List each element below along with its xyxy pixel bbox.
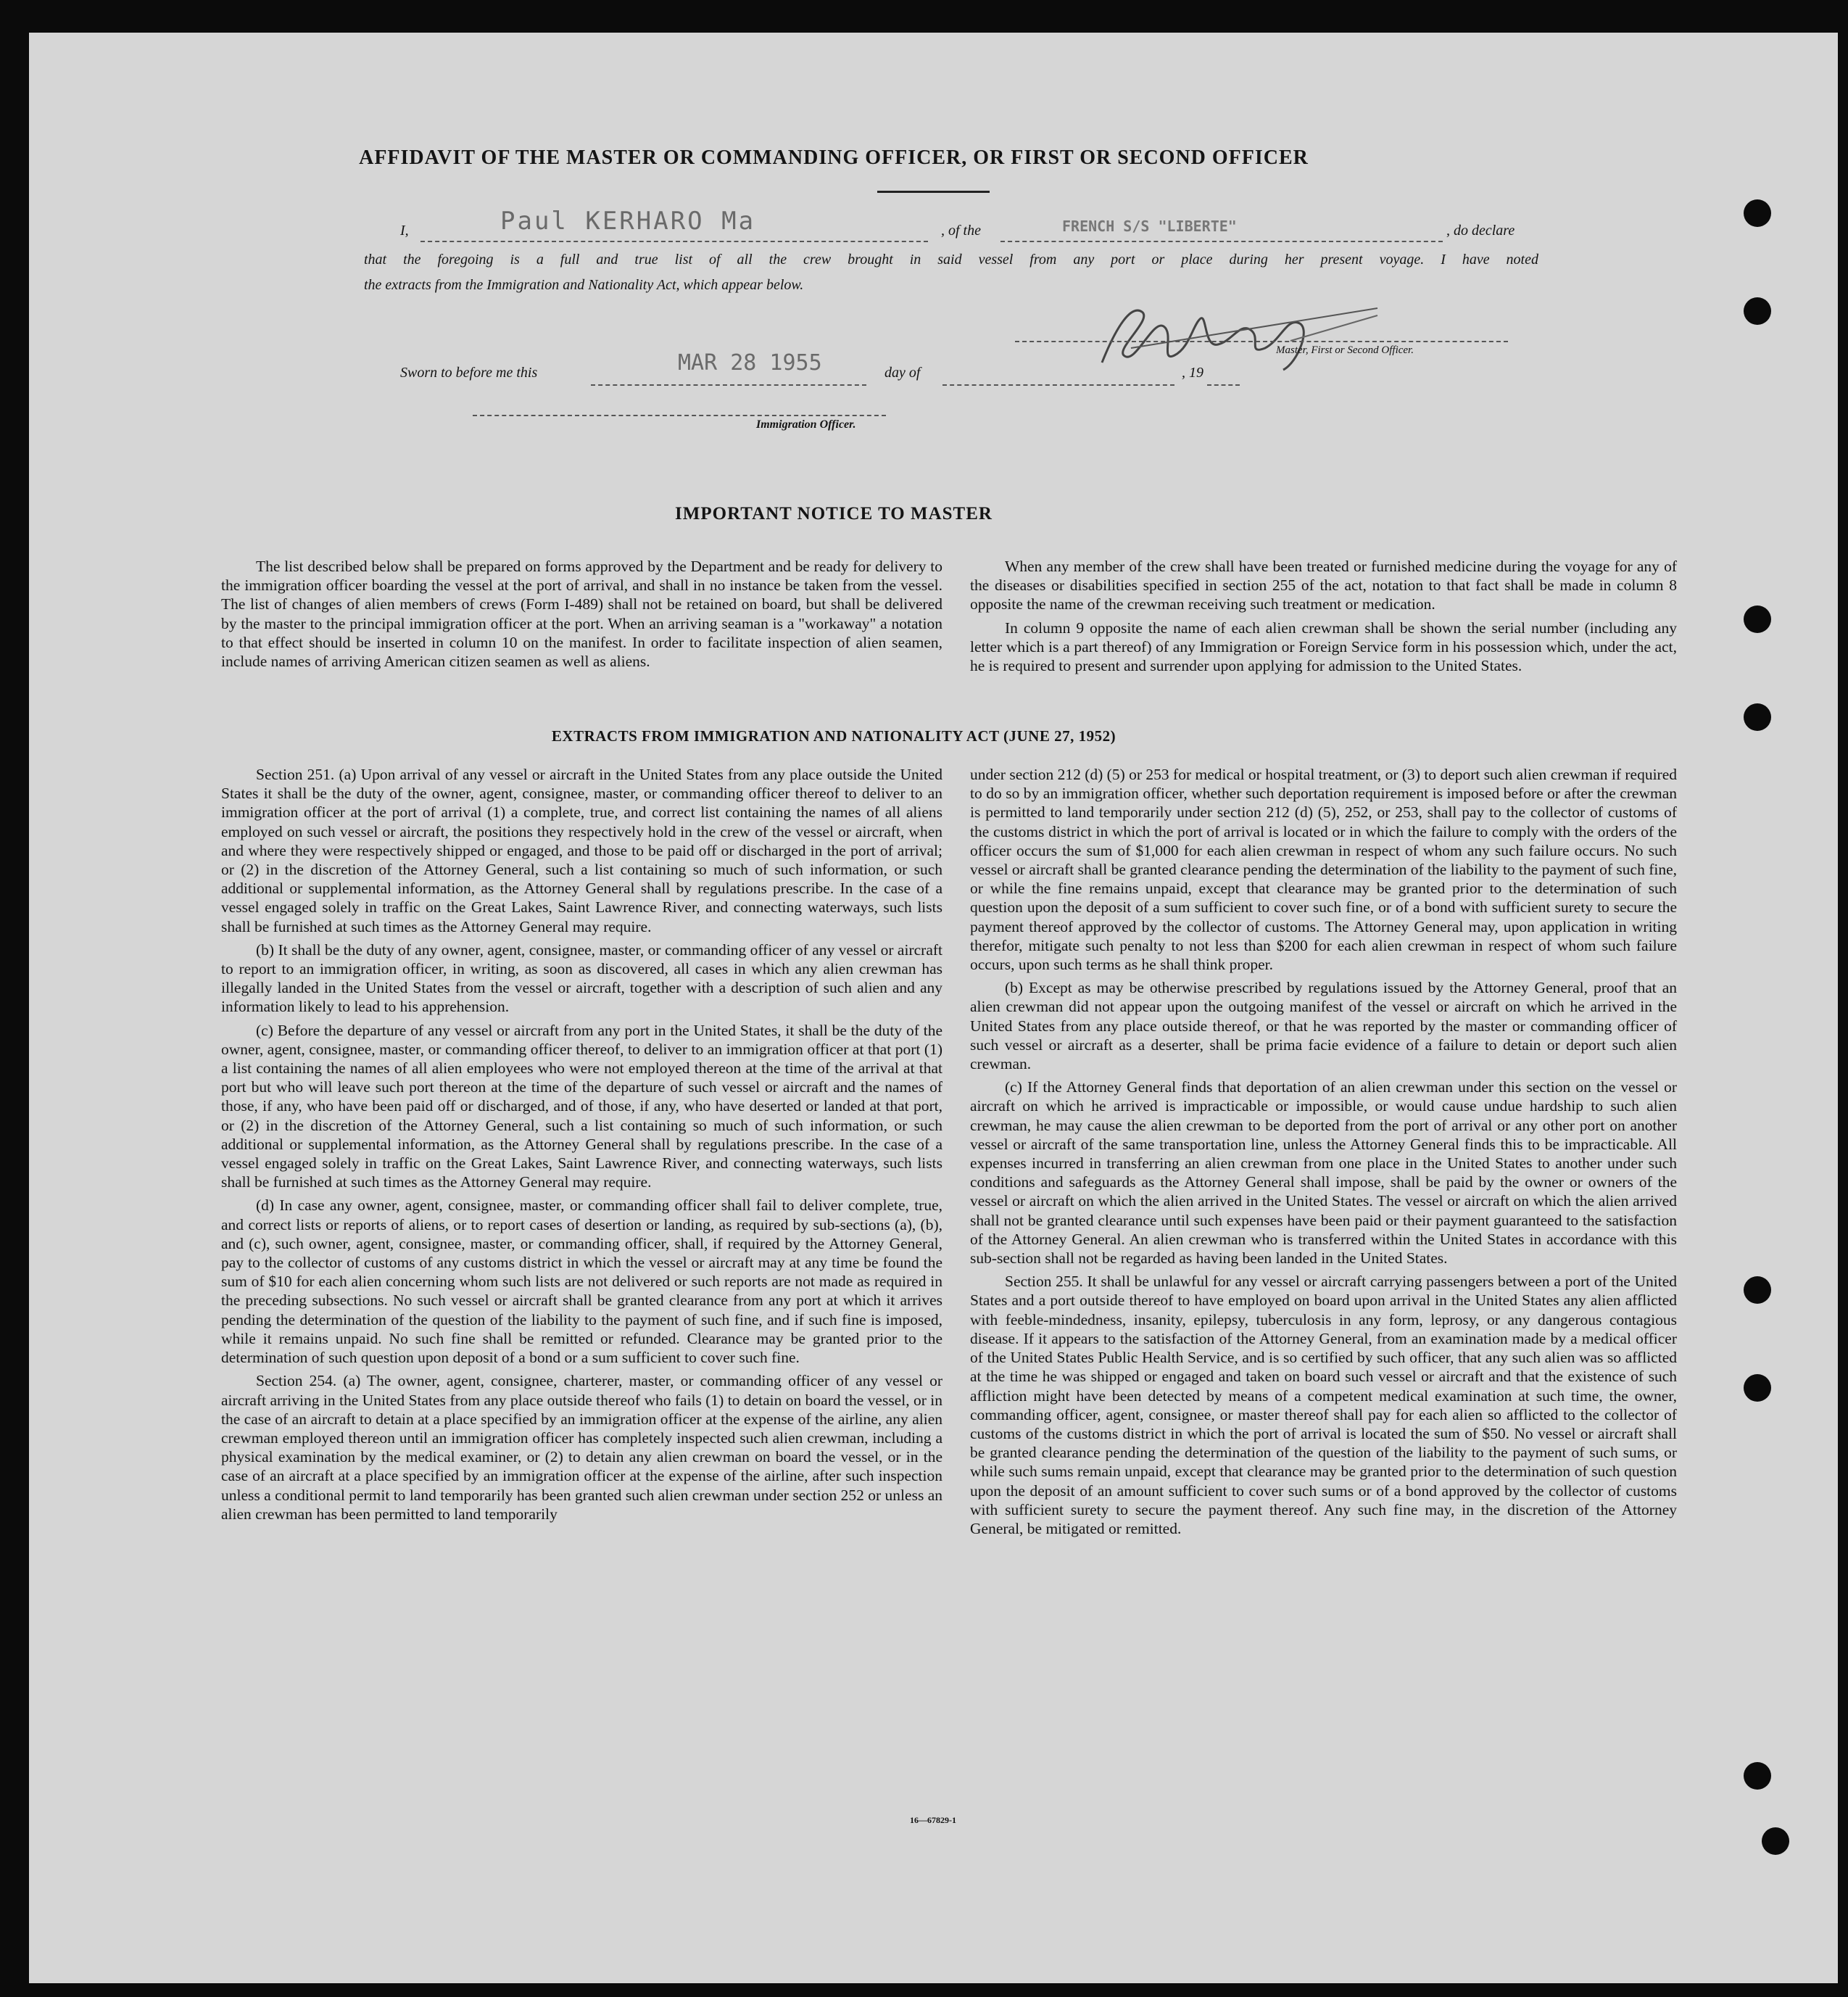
affidavit-label-of-the: , of the bbox=[941, 223, 981, 239]
binder-hole bbox=[1744, 1762, 1771, 1790]
title-rule bbox=[877, 191, 990, 193]
extracts-left-column bbox=[221, 765, 942, 1528]
affidavit-label-do-declare: , do declare bbox=[1446, 223, 1515, 239]
vessel-name-line bbox=[1000, 241, 1443, 242]
binder-hole bbox=[1762, 1827, 1789, 1855]
extracts-title: EXTRACTS FROM IMMIGRATION AND NATIONALITY ACT (JUNE 27, 1952) bbox=[551, 727, 1116, 745]
notice-left-column bbox=[221, 557, 942, 675]
statute-paragraph: under section 212 (d) (5) or 253 for medical or hospital treatment, or (3) to deport such alien crewman if required to do so by an immigration officer, whether such deportation requirement is imposed before or after the crewman is permitted to land temporarily under section 212 (d) (5), 252, or 253, shall pay to the collector of customs of the customs district in which the port of arrival is located or in which the failure to comply with the orders of the officer occurs the sum of $1,000 for each alien crewman in respect of whom any such failure occurs. No such vessel or aircraft shall be granted clearance pending the determination of the liability to the payment of such fine, or while the fine remains unpaid, except that clearance may be granted prior to the determination of such question upon the deposit of a sum sufficient to cover such fine, or of a bond with sufficient surety to secure the payment thereof approved by the collector of customs. The Attorney General may, upon application in writing therefor, mitigate such penalty to not less than $200 for each alien crewman in respect of whom such failure occurs, upon such terms as he shall think proper. bbox=[970, 766, 1677, 974]
sworn-date-stamp[interactable]: MAR 28 1955 bbox=[678, 350, 822, 376]
statute-paragraph: Section 255. It shall be unlawful for any vessel or aircraft carrying passengers between a port of the United States and a port outside thereof to have employed on board upon arrival in the United States any alien afflicted with feeble-mindedness, insanity, epilepsy, tuberculosis in any form, leprosy, or any dangerous contagious disease. If it appears to the satisfaction of the Attorney General, from an examination made by a medical officer of the United States Public Health Service, and is so certified by such officer, that any such alien was so afflicted at the time he was shipped or engaged and taken on board such vessel or aircraft and that the existence of such affliction might have been detected by means of a competent medical examination at such time, the owner, commanding officer, agent, consignee, or master thereof shall pay for each alien so afflicted to the collector of customs of the customs district in which the port of arrival is located the sum of $50. No vessel or aircraft shall be granted clearance pending the determination of the question of the liability to the payment of such sums, or while such sums remain unpaid, except that clearance may be granted prior to the determination of such question upon the deposit of an amount sufficient to cover such sums or of a bond approved by the collector of customs with sufficient surety to secure the payment thereof. Any such fine may, in the discretion of the Attorney General, be mitigated or remitted. bbox=[970, 1273, 1677, 1537]
vessel-name-field[interactable]: FRENCH S/S "LIBERTE" bbox=[1062, 218, 1237, 235]
notice-paragraph: The list described below shall be prepared on forms approved by the Department and be ready for delivery to the immigration officer boarding the vessel at the port of arrival, and shall in no instance be taken from the vessel. The list of changes of alien members of crews (Form I-489) shall not be retained on board, but shall be delivered by the master to the principal immigration officer at the port. When an arriving seaman is a "workaway" a notation to that effect should be inserted in column 10 on the manifest. In order to facilitate inspection of alien seamen, include names of arriving American citizen seamen as well as aliens. bbox=[221, 558, 942, 671]
declaration-line-1: that the foregoing is a full and true list of all the crew brought in said vessel from any port or place during her present voyage. I have noted bbox=[364, 252, 1538, 268]
binder-hole bbox=[1744, 605, 1771, 633]
declaration-line-2: the extracts from the Immigration and Nationality Act, which appear below. bbox=[364, 277, 804, 293]
document-page bbox=[29, 33, 1838, 1983]
binder-hole bbox=[1744, 1276, 1771, 1304]
signature-line bbox=[1015, 341, 1508, 342]
affidavit-label-i: I, bbox=[400, 223, 409, 239]
binder-hole bbox=[1744, 199, 1771, 227]
year-line bbox=[1207, 384, 1240, 386]
binder-hole bbox=[1744, 703, 1771, 731]
master-signature bbox=[1073, 297, 1450, 377]
master-name-field[interactable]: Paul KERHARO Ma bbox=[500, 207, 756, 236]
month-line bbox=[942, 384, 1174, 386]
sworn-label: Sworn to before me this bbox=[400, 365, 538, 381]
statute-paragraph: (b) It shall be the duty of any owner, agent, consignee, master, or commanding officer of any vessel or aircraft to report to an immigration officer, in writing, as soon as discovered, all cases in which any alien crewman has illegally landed in the United States from the vessel or aircraft, together with a description of such alien and any information likely to lead to his apprehension. bbox=[221, 940, 942, 1016]
binder-hole bbox=[1744, 297, 1771, 325]
statute-paragraph: Section 251. (a) Upon arrival of any vessel or aircraft in the United States from any place outside the United States it shall be the duty of the owner, agent, consignee, master, or commanding officer thereof to deliver to an immigration officer at the port of arrival (1) a complete, true, and correct list containing the names of all aliens employed on such vessel or aircraft, the positions they respectively hold in the crew of the vessel or aircraft, when and where they were respectively shipped or engaged, and those to be paid off or discharged in the port of arrival; or (2) in the discretion of the Attorney General, such a list containing so much of such information, or such additional or supplemental information, as the Attorney General shall by regulations prescribe. In the case of a vessel engaged solely in traffic on the Great Lakes, Saint Lawrence River, and connecting waterways, such lists shall be furnished at such times as the Attorney General may require. bbox=[221, 766, 942, 935]
master-name-line bbox=[420, 241, 928, 242]
statute-paragraph: (c) Before the departure of any vessel or aircraft from any port in the United States, it shall be the duty of the owner, agent, consignee, master, or commanding officer thereof, to deliver to an immigration officer at that port (1) a list containing the names of all alien employees who were not employed thereon at the time of the arrival at that port but who will leave such port thereon at the time of the departure of such vessel or aircraft and the names of those, if any, who have been paid off or discharged, and of those, if any, who have deserted or landed at that port, or (2) in the discretion of the Attorney General, such a list containing so much of such information, or such additional or supplemental information, as the Attorney General shall by regulations prescribe. In the case of a vessel engaged solely in traffic on the Great Lakes, Saint Lawrence River, and connecting waterways, such lists shall be furnished at such times as the Attorney General may require. bbox=[221, 1021, 942, 1191]
year-prefix-label: , 19 bbox=[1182, 365, 1203, 381]
statute-paragraph: (d) In case any owner, agent, consignee, master, or commanding officer shall fail to deliver complete, true, and correct lists or reports of aliens, or to report cases of desertion or landing, as required by sub-sections (a), (b), and (c), such owner, agent, consignee, master, or commanding officer, shall, if required by the Attorney General, pay to the collector of customs of any customs district in which the vessel or aircraft may at any time be found the sum of $10 for each alien concerning whom such lists are not delivered or such reports are not made as required in the preceding subsections. No such vessel or aircraft shall be granted clearance from any port at which it arrives pending the determination of the question of the liability to the payment of such fine, and if such fine is imposed, while it remains unpaid. No such fine shall be remitted or refunded. Clearance may be granted prior to the determination of such question upon deposit of a bond or a sum sufficient to cover such fine. bbox=[221, 1196, 942, 1367]
extracts-right-column bbox=[970, 765, 1677, 1542]
immigration-officer-line bbox=[473, 415, 886, 416]
sworn-date-line bbox=[591, 384, 866, 386]
signature-caption: Master, First or Second Officer. bbox=[1276, 344, 1414, 356]
notice-paragraph: When any member of the crew shall have been treated or furnished medicine during the voyage for any of the diseases or disabilities specified in section 255 of the act, notation to that fact shall be made in column 8 opposite the name of the crewman receiving such treatment or medication. bbox=[970, 558, 1677, 613]
immigration-officer-caption: Immigration Officer. bbox=[756, 418, 856, 431]
binder-hole bbox=[1744, 1374, 1771, 1402]
notice-title: IMPORTANT NOTICE TO MASTER bbox=[675, 504, 993, 524]
form-number: 16—67829-1 bbox=[910, 1815, 956, 1825]
statute-paragraph: (b) Except as may be otherwise prescribed by regulations issued by the Attorney General, proof that an alien crewman did not appear upon the outgoing manifest of the vessel or aircraft on which he arrived in the United States from any place outside thereof, or that he was reported by the master or commanding officer of such vessel or aircraft as a deserter, shall be prima facie evidence of a failure to detain or deport such alien crewman. bbox=[970, 979, 1677, 1073]
statute-paragraph: Section 254. (a) The owner, agent, consignee, charterer, master, or commanding officer of any vessel or aircraft arriving in the United States from any place outside thereof who fails (1) to detain on board the vessel, or in the case of an aircraft to detain at a place specified by an immigration officer at the expense of the airline, any alien crewman employed thereon until an immigration officer has completely inspected such alien crewman, including a physical examination by the medical examiner, or (2) to detain any alien crewman on board the vessel, or in the case of an aircraft at a place specified by an immigration officer at the expense of the airline, after such inspection unless a conditional permit to land temporarily has been granted such alien crewman under section 252 or unless an alien crewman has been permitted to land temporarily bbox=[221, 1372, 942, 1523]
notice-paragraph: In column 9 opposite the name of each alien crewman shall be shown the serial number (including any letter which is a part thereof) of any Immigration or Foreign Service form in his possession which, under the act, he is required to present and surrender upon applying for admission to the United States. bbox=[970, 619, 1677, 675]
affidavit-title: AFFIDAVIT OF THE MASTER OR COMMANDING OFFICER, OR FIRST OR SECOND OFFICER bbox=[359, 146, 1309, 169]
statute-paragraph: (c) If the Attorney General finds that deportation of an alien crewman under this section on the vessel or aircraft on which he arrived is impracticable or impossible, or would cause undue hardship to such alien crewman, he may cause the alien crewman to be deported from the port of arrival or any other port on another vessel or aircraft of the same transportation line, unless the Attorney General finds this to be impracticable. All expenses incurred in transferring an alien crewman from one place in the United States to another under such conditions and safeguards as the Attorney General shall impose, shall be paid by the owner or owners of the vessel or aircraft on which the alien arrived in the United States. The vessel or aircraft on which the alien arrived shall not be granted clearance until such expenses have been paid or their payment guaranteed to the satisfaction of the Attorney General. An alien crewman who is transferred within the United States in accordance with this sub-section shall not be regarded as having been landed in the United States. bbox=[970, 1078, 1677, 1268]
day-of-label: day of bbox=[884, 365, 921, 381]
notice-right-column bbox=[970, 557, 1677, 679]
